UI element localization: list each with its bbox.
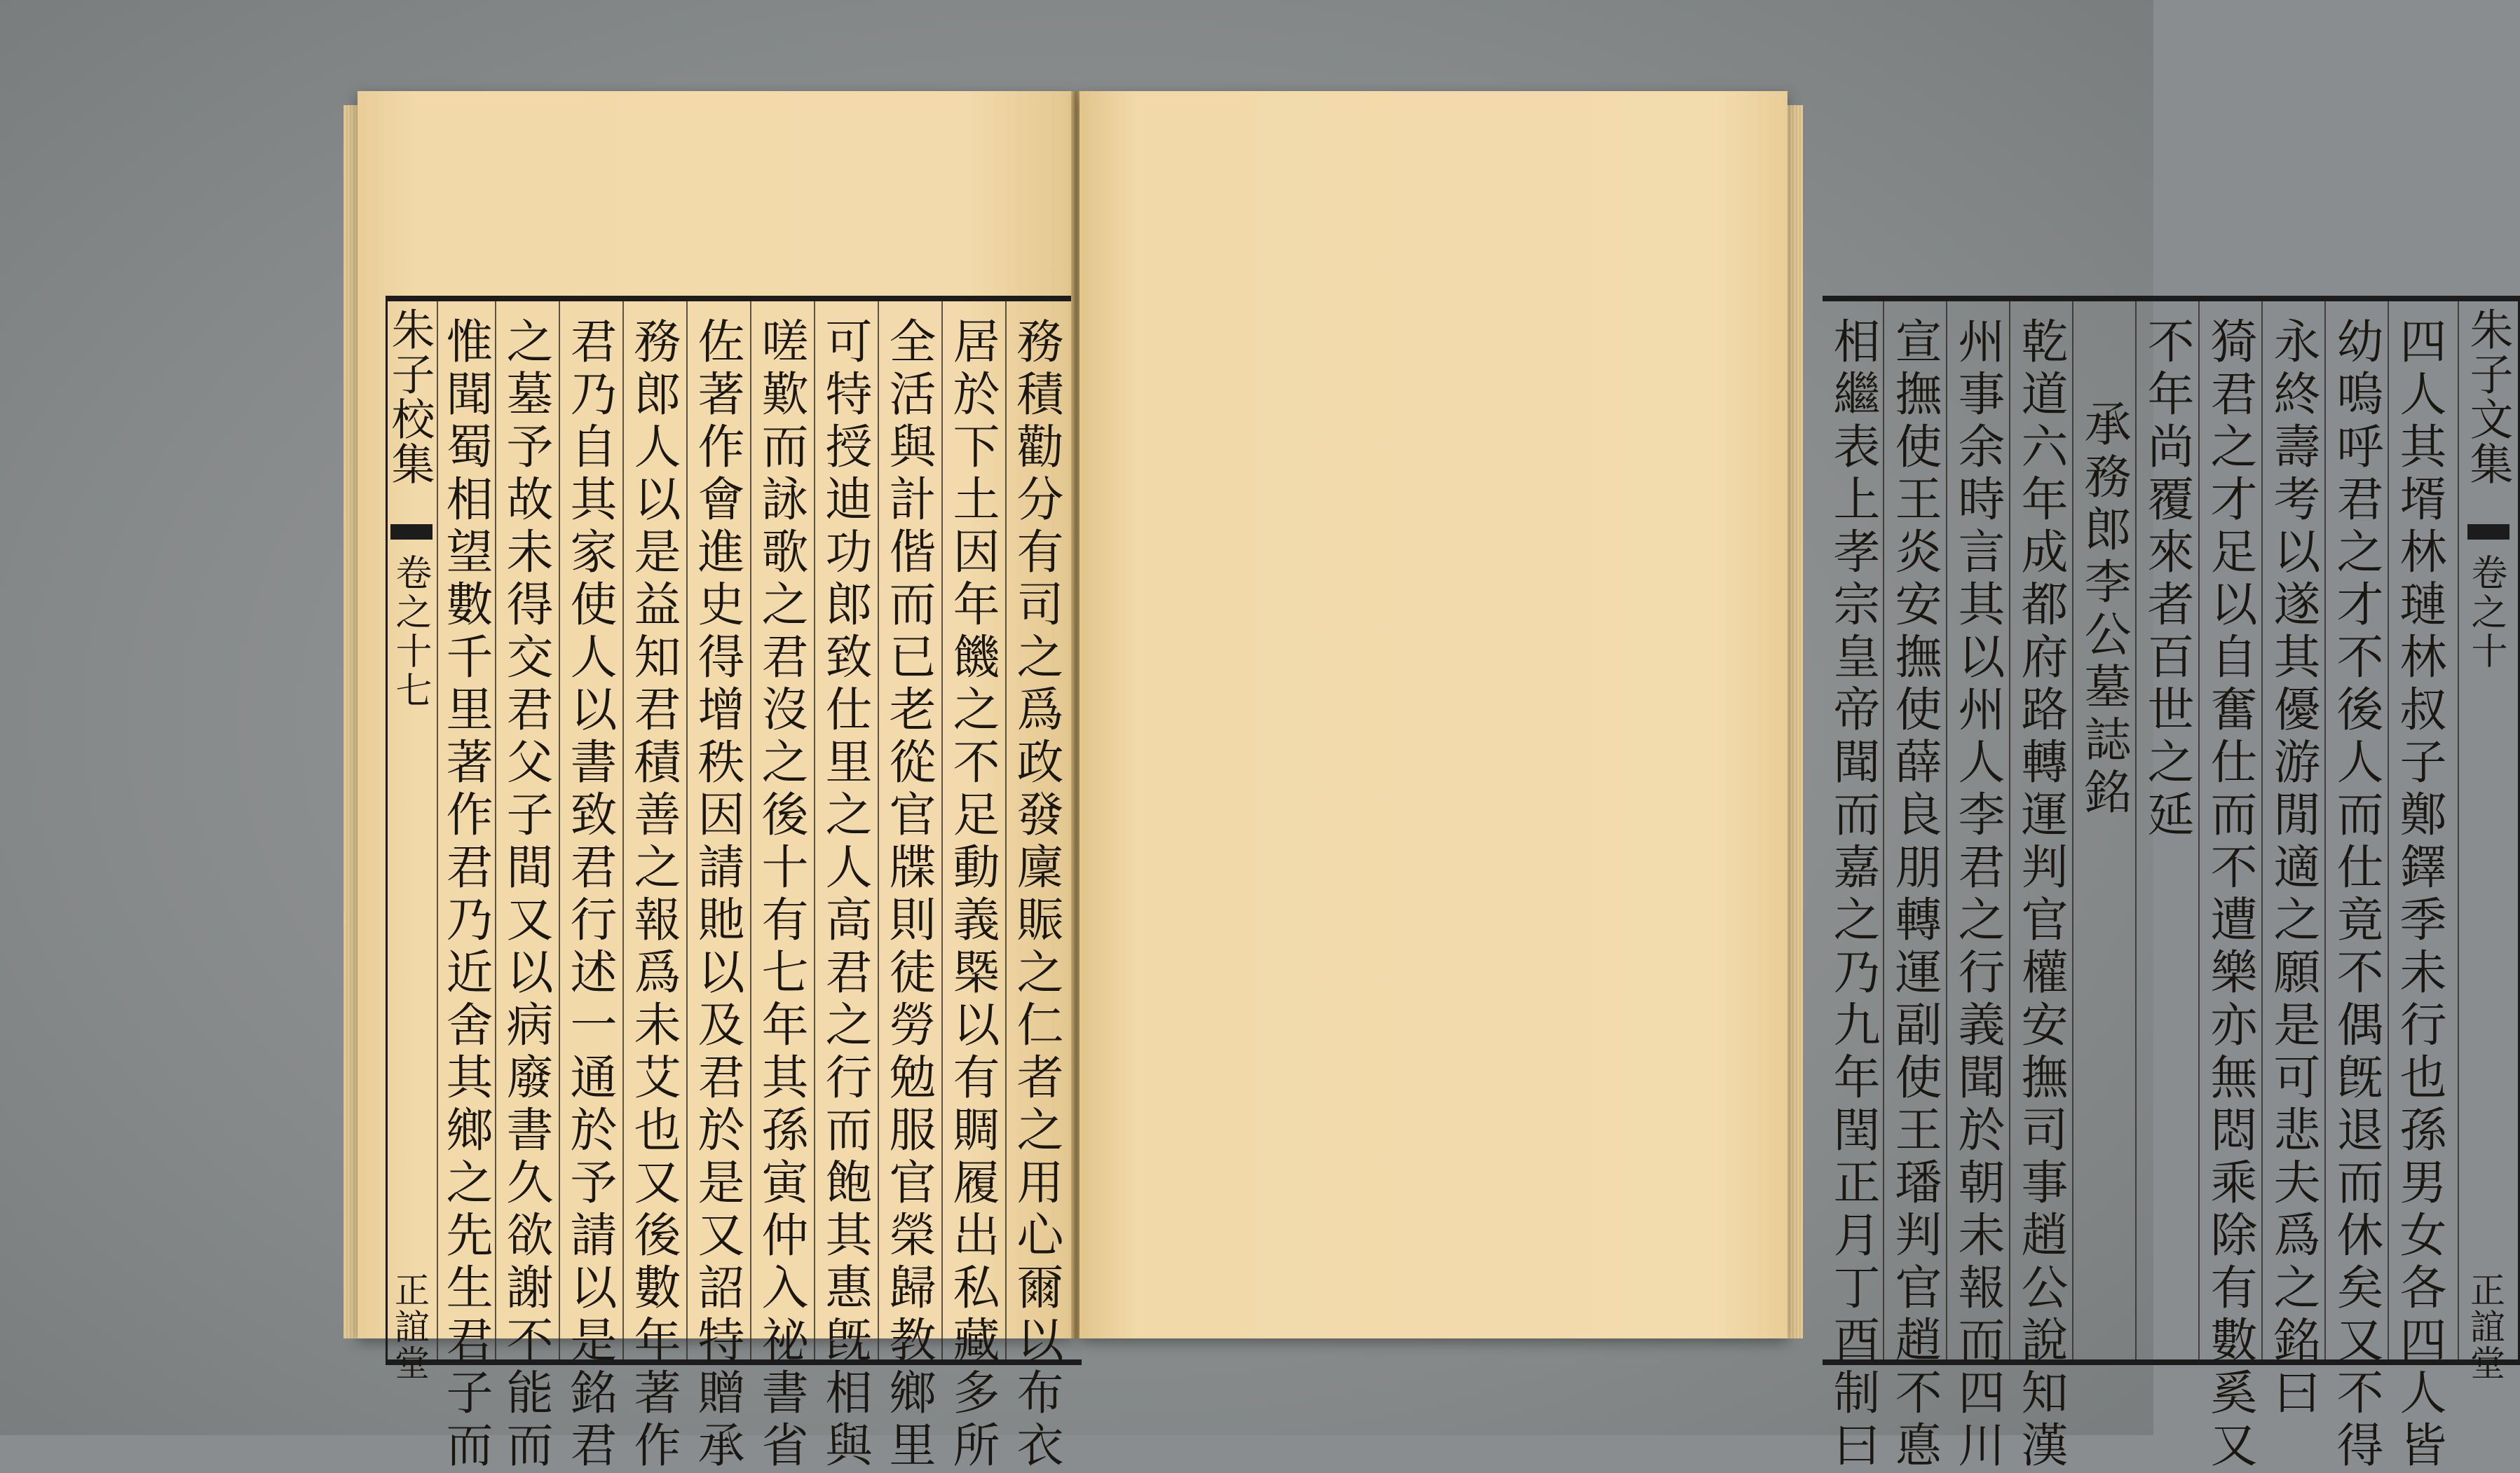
- left-col-6: 佐著作會進史得增秩因請貤以及君於是又詔特贈承: [690, 317, 745, 1473]
- left-col-5: 嗟歎而詠歌之君沒之後十有七年其孫寅仲入祕書省: [754, 317, 809, 1473]
- left-fishtail: [390, 524, 433, 540]
- right-col-9: 宣撫使王炎安撫使薛良朋轉運副使王璠判官趙不悳: [1888, 317, 1942, 1473]
- right-col-5: 不年尚覆來者百世之延: [2140, 317, 2195, 842]
- left-col-8: 君乃自其家使人以書致君行述一通於予請以是銘君: [563, 317, 618, 1473]
- column-rule: [2009, 301, 2010, 1359]
- left-margin-rule: [437, 301, 438, 1359]
- left-col-9: 之墓予故未得交君父子間又以病廢書久欲謝不能而: [499, 317, 554, 1473]
- column-rule: [1883, 301, 1884, 1359]
- right-margin-rule: [2458, 301, 2459, 1359]
- left-col-2: 居於下土因年饑之不足動義槩以有賙履出私藏多所: [946, 317, 1000, 1473]
- column-rule: [878, 301, 879, 1359]
- right-heading: 承務郎李公墓誌銘: [2077, 399, 2132, 820]
- right-text-frame: [1823, 296, 2520, 1473]
- right-margin-volume: 卷之十: [2465, 554, 2507, 671]
- right-page: [1079, 91, 2514, 1473]
- column-rule: [750, 301, 751, 1359]
- left-col-7: 務郎人以是益知君積善之報爲未艾也又後數年著作: [627, 317, 681, 1473]
- right-col-2: 幼嗚呼君之才不後人而仕竟不偶旣退而休矣又不得: [2329, 317, 2384, 1473]
- column-rule: [2388, 301, 2389, 1359]
- right-page-edges: [1786, 105, 1803, 1338]
- right-fishtail: [2467, 524, 2509, 540]
- left-page: [357, 91, 1072, 1473]
- column-rule: [941, 301, 943, 1359]
- left-col-4: 可特授迪功郎致仕里之人高君之行而飽其惠旣相與: [818, 317, 873, 1473]
- column-rule: [1005, 301, 1007, 1359]
- column-rule: [2261, 301, 2263, 1359]
- right-margin-title: 朱子文集: [2463, 307, 2514, 486]
- right-margin-footer: 正誼堂: [2465, 1272, 2505, 1381]
- left-margin-title: 朱子校集: [384, 307, 435, 486]
- column-rule: [1946, 301, 1947, 1359]
- column-rule: [686, 301, 688, 1359]
- left-text-frame: [384, 296, 1082, 1473]
- left-col-10: 惟聞蜀相望數千里著作君乃近舍其鄉之先生君子而: [439, 317, 493, 1473]
- left-col-1: 務積勸分有司之爲政發廩賑之仁者之用心爾以布衣: [1009, 317, 1064, 1473]
- right-col-10: 相繼表上孝宗皇帝聞而嘉之乃九年閏正月丁酉制曰: [1826, 317, 1881, 1473]
- column-rule: [814, 301, 815, 1359]
- column-rule: [2072, 301, 2073, 1359]
- column-rule: [2135, 301, 2137, 1359]
- right-col-7: 乾道六年成都府路轉運判官權安撫司事趙公說知漢: [2014, 317, 2069, 1473]
- right-col-4: 猗君之才足以自奮仕而不遭樂亦無悶乘除有數奚又: [2203, 317, 2258, 1473]
- column-rule: [495, 301, 496, 1359]
- column-rule: [2198, 301, 2200, 1359]
- column-rule: [622, 301, 624, 1359]
- left-margin-volume: 卷之十七: [389, 554, 431, 711]
- left-margin-footer: 正誼堂: [389, 1272, 430, 1381]
- column-rule: [2324, 301, 2326, 1359]
- left-col-3: 全活與計偕而已老從官牒則徒勞勉服官榮歸教鄉里: [882, 317, 937, 1473]
- column-rule: [559, 301, 560, 1359]
- right-col-1: 四人其壻林璉林叔子鄭鐸季未行也孫男女各四人皆: [2392, 317, 2447, 1473]
- open-book: [343, 84, 2514, 1473]
- right-col-8: 州事余時言其以州人李君之行義聞於朝未報而四川: [1951, 317, 2005, 1473]
- right-col-3: 永終壽考以遂其優游閒適之願是可悲夫爲之銘曰: [2266, 317, 2321, 1420]
